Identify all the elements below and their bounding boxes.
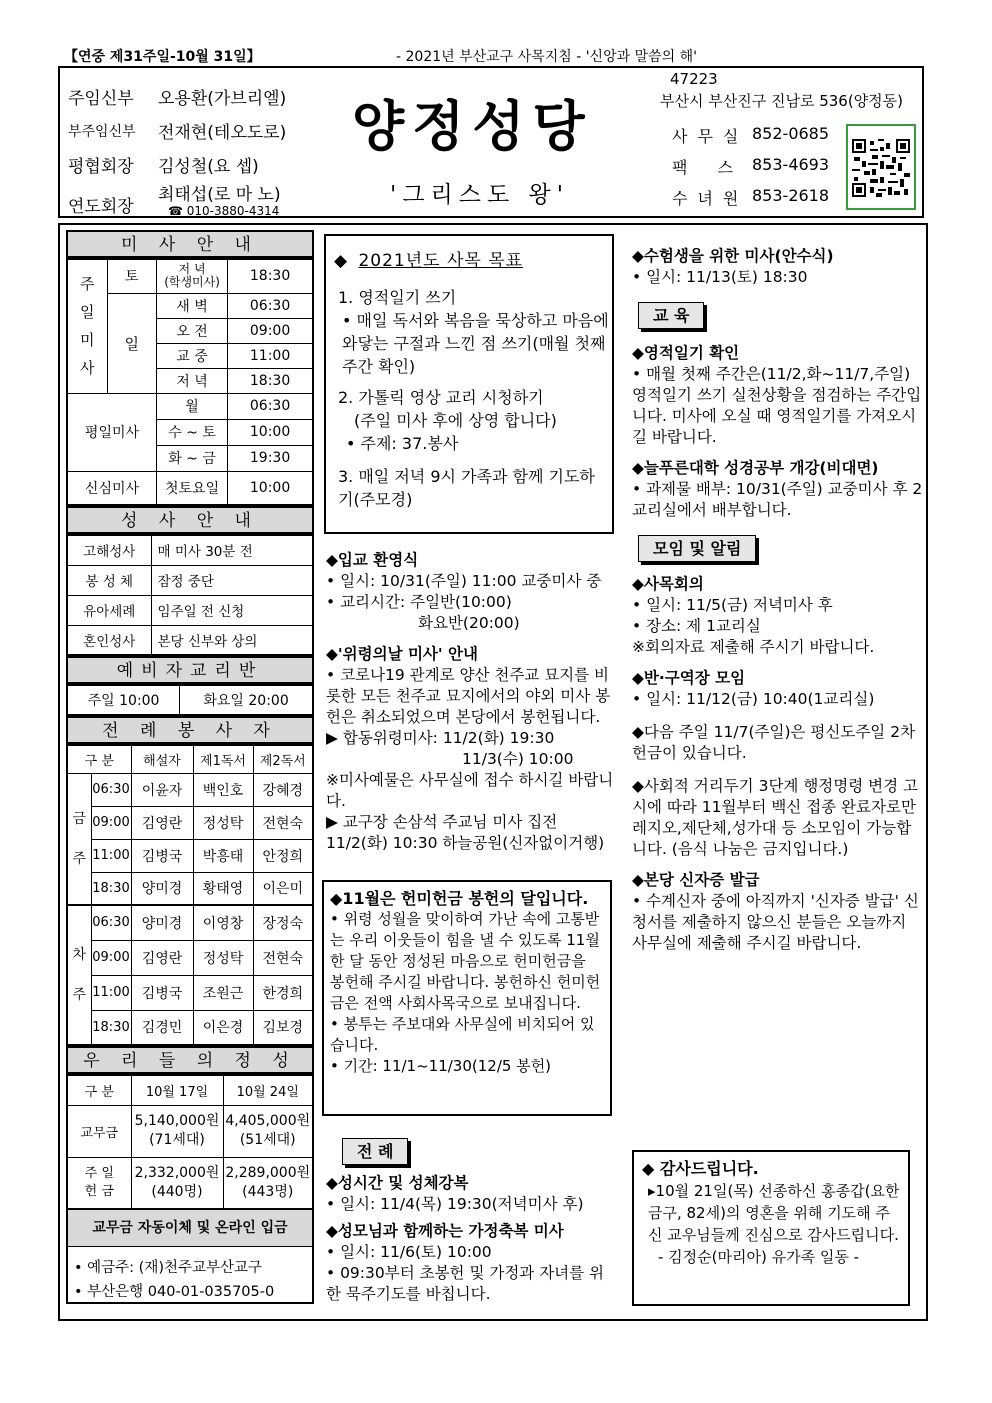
all-souls-line: ※미사예물은 사무실에 접수 하시길 바랍니다. (326, 771, 614, 810)
weekday-day: 화 ~ 금 (156, 445, 227, 471)
zone-meeting-title: ◆반·구역장 모임 (632, 669, 746, 687)
staff-name: 전재현(테오도로) (158, 123, 287, 143)
feast-title: '그리스도 왕' (390, 182, 570, 208)
council-line: ※회의자료 제출해 주시기 바랍니다. (632, 638, 875, 656)
sunday-label: 일 (107, 293, 156, 393)
minister-name: 전현숙 (253, 806, 313, 839)
minister-name: 안정희 (253, 839, 313, 872)
staff-row (68, 112, 318, 146)
minister-name: 정성탁 (193, 806, 253, 839)
staff-role: 평협회장 (68, 157, 134, 177)
sacrament-info: 매 미사 30분 전 (151, 535, 313, 565)
exam-mass-title: ◆수험생을 위한 미사(안수식) (632, 247, 834, 265)
offering-type: 교무금 (67, 1105, 131, 1157)
right-column (632, 246, 924, 954)
left-column (66, 230, 314, 1304)
pastoral-goals-box (324, 234, 614, 534)
column-header: 구 분 (67, 1075, 131, 1105)
this-week-label: 금 주 (67, 773, 91, 905)
offering-amount: 2,332,000원 (440명) (131, 1157, 223, 1209)
goal-desc: (주일 미사 후에 상영 합니다) (354, 411, 557, 430)
offering-amount: 2,289,000원 (443명) (223, 1157, 313, 1209)
sacrament-info: 본당 신부와 상의 (151, 625, 313, 655)
council-line: • 일시: 11/5(금) 저녁미사 후 (632, 596, 833, 614)
catechumen-table (66, 684, 314, 716)
contact-label: 수녀원 (672, 189, 749, 208)
column-header: 10월 17일 (131, 1075, 223, 1105)
mass-schedule-table (66, 258, 314, 506)
diamond-icon: ◆ (334, 251, 348, 271)
minister-name: 전현숙 (253, 940, 313, 975)
staff-list (68, 78, 318, 218)
sacraments-table (66, 534, 314, 656)
minister-name: 이영창 (193, 905, 253, 940)
zip-code: 47223 (670, 70, 718, 88)
contact-list (672, 120, 852, 213)
family-mass-line: • 09:30부터 초봉헌 및 가정과 자녀를 위한 묵주기도를 바칩니다. (326, 1264, 605, 1303)
mass-name: 저 녁 (156, 368, 227, 393)
id-card-title: ◆본당 신자증 발급 (632, 871, 760, 889)
column-header: 제1독서 (193, 745, 253, 773)
staff-phone: ☎ 010-3880-4314 (168, 204, 280, 218)
mass-time: 18:30 (228, 368, 313, 393)
exam-mass-line: • 일시: 11/13(토) 18:30 (632, 268, 808, 286)
charity-box (322, 880, 612, 1116)
minister-name: 백인호 (193, 773, 253, 806)
contact-label: 사무실 (672, 127, 749, 146)
sacrament-name: 고해성사 (67, 535, 151, 565)
mass-time: 19:30 (228, 445, 313, 471)
autopay-box (66, 1210, 314, 1304)
column-header: 구 분 (67, 745, 131, 773)
liturgy-section (326, 1138, 618, 1305)
mass-time: 06:30 (228, 393, 313, 419)
welcome-line: • 일시: 10/31(주일) 11:00 교중미사 중 (326, 572, 602, 590)
minister-name: 이윤자 (131, 773, 193, 806)
mass-name: 교 중 (156, 343, 227, 368)
goals-heading (334, 246, 523, 271)
minister-name: 김보경 (253, 1010, 313, 1045)
minister-name: 김경민 (131, 1010, 193, 1045)
sacrament-name: 혼인성사 (67, 625, 151, 655)
mass-time: 11:00 (228, 343, 313, 368)
notice-tag: 모임 및 알림 (638, 535, 756, 562)
charity-line: • 기간: 11/1~11/30(12/5 봉헌) (330, 1057, 552, 1075)
thanks-signature: - 김정순(마리아) 유가족 일동 - (658, 1248, 859, 1266)
adoration-line: • 일시: 11/4(목) 19:30(저녁미사 후) (326, 1195, 584, 1213)
saturday-label: 토 (107, 259, 156, 293)
charity-line: • 위령 성월을 맞이하여 가난 속에 고통받는 우리 이웃들이 힘을 낼 수 있도록 11월 한 달 동안 정성된 마음으로 헌미헌금을 봉헌해 주시길 바랍니다. 봉헌하신 헌미헌금은 전액 사회사목국으로 보내집니다. (330, 910, 601, 1012)
mass-time: 06:30 (228, 293, 313, 318)
council-title: ◆사목회의 (632, 575, 704, 593)
zone-meeting-line: • 일시: 11/12(금) 10:40(1교리실) (632, 690, 875, 708)
autopay-title: 교무금 자동이체 및 온라인 입금 (68, 1210, 312, 1247)
offering-type: 주 일 헌 금 (67, 1157, 131, 1209)
contact-row (672, 151, 852, 182)
catechumen-class: 화요일 20:00 (180, 685, 313, 715)
mass-time: 18:30 (91, 872, 131, 905)
account-holder: • 예금주: (재)천주교부산교구 (74, 1260, 263, 1276)
offering-title: 우 리 들 의 정 성 (66, 1046, 314, 1074)
id-card-line: • 수계신자 중에 아직까지 '신자증 발급' 신청서를 제출하지 않으신 분들은 오늘까지 사무실에 제출해 주시길 바랍니다. (632, 892, 919, 952)
staff-name: 최태섭(로 마 노) (158, 185, 281, 205)
ministers-title: 전 례 봉 사 자 (66, 716, 314, 744)
staff-role: 주임신부 (68, 89, 134, 109)
welcome-title: ◆입교 환영식 (326, 551, 419, 569)
mass-time: 09:00 (91, 806, 131, 839)
diocese-motto: - 2021년 부산교구 사목지침 - '신앙과 말씀의 해' (396, 49, 697, 65)
family-mass-title: ◆성모님과 함께하는 가정축복 미사 (326, 1222, 564, 1240)
issue-label: 【연중 제31주일-10월 31일】 (64, 49, 261, 65)
contact-number: 853-4693 (752, 155, 830, 174)
charity-line: • 봉투는 주보대와 사무실에 비치되어 있습니다. (330, 1015, 595, 1054)
mass-time: 11:00 (91, 839, 131, 872)
contact-row (672, 120, 852, 151)
thanks-title: ◆ 감사드립니다. (642, 1159, 759, 1178)
minister-name: 이은경 (193, 1010, 253, 1045)
top-line (0, 46, 992, 66)
goal-theme: • 주제: 37.봉사 (346, 434, 459, 453)
devotion-day: 첫토요일 (156, 471, 227, 505)
contact-number: 852-0685 (752, 124, 830, 143)
liturgy-tag: 전 례 (342, 1138, 408, 1165)
all-souls-line: • 코로나19 관계로 양산 천주교 묘지를 비롯한 모든 천주교 묘지에서의 야외 미사 봉헌은 취소되었으며 본당에서 봉헌됩니다. (326, 666, 611, 726)
staff-row (68, 146, 318, 180)
weekday-day: 수 ~ 토 (156, 419, 227, 445)
weekday-day: 월 (156, 393, 227, 419)
ministers-table (66, 744, 314, 1046)
diary-check-title: ◆영적일기 확인 (632, 344, 740, 362)
adoration-title: ◆성시간 및 성체강복 (326, 1174, 469, 1192)
offering-amount: 5,140,000원 (71세대) (131, 1105, 223, 1157)
bible-study-title: ◆늘푸른대학 성경공부 개강(비대면) (632, 459, 879, 477)
mass-time: 06:30 (91, 773, 131, 806)
family-mass-line: • 일시: 11/6(토) 10:00 (326, 1243, 492, 1261)
goal-item: 3. 매일 저녁 9시 가족과 함께 기도하기(주모경) (338, 467, 595, 509)
minister-name: 김병국 (131, 839, 193, 872)
staff-row (68, 78, 318, 112)
all-souls-line: ▶ 교구장 손삼석 주교님 미사 집전 11/2(화) 10:30 하늘공원(신자없이거행) (326, 813, 605, 852)
charity-title: ◆11월은 헌미헌금 봉헌의 달입니다. (330, 889, 589, 908)
mass-name: 새 벽 (156, 293, 227, 318)
offering-amount: 4,405,000원 (51세대) (223, 1105, 313, 1157)
contact-row (672, 182, 852, 213)
mass-time: 06:30 (91, 905, 131, 940)
bulletin-header (58, 66, 924, 218)
sunday-mass-label: 주 일 미 사 (67, 259, 107, 393)
thanks-line: ▸10월 21일(목) 선종하신 홍종갑(요한금구, 82세)의 영혼을 위해 기도해 주신 교우님들께 진심으로 감사드립니다. (648, 1182, 900, 1244)
mass-time: 18:30 (91, 1010, 131, 1045)
catechumen-class: 주일 10:00 (67, 685, 180, 715)
goals-title: 2021년도 사목 목표 (358, 251, 524, 271)
council-line: • 장소: 제 1교리실 (632, 617, 761, 635)
goal-item: 2. 가톨릭 영상 교리 시청하기 (338, 388, 544, 407)
minister-name: 이은미 (253, 872, 313, 905)
goals-body (338, 286, 610, 511)
middle-column (326, 550, 618, 854)
column-header: 해설자 (131, 745, 193, 773)
minister-name: 김영란 (131, 806, 193, 839)
goal-desc: • 매일 독서와 복음을 묵상하고 마음에 와닿는 구절과 느낀 점 쓰기(매월 첫째 주간 확인) (342, 311, 609, 376)
welcome-line: 화요반(20:00) (418, 614, 520, 632)
thanks-box (632, 1150, 910, 1306)
liturgy-tag-wrap (342, 1138, 618, 1165)
devotion-mass-label: 신심미사 (67, 471, 156, 505)
mass-name: 오 전 (156, 318, 227, 343)
notice-tag-wrap (638, 535, 924, 562)
sacrament-info: 잠정 중단 (151, 565, 313, 595)
minister-name: 정성탁 (193, 940, 253, 975)
sacraments-title: 성 사 안 내 (66, 506, 314, 534)
mass-time: 18:30 (228, 259, 313, 293)
education-tag-wrap (638, 302, 924, 329)
mass-time: 09:00 (228, 318, 313, 343)
minister-name: 김영란 (131, 940, 193, 975)
minister-name: 박흥태 (193, 839, 253, 872)
diary-check-line: • 매월 첫째 주간은(11/2,화~11/7,주일) 영적일기 쓰기 실천상황을 점검하는 주간입니다. 미사에 오실 때 영적일기를 가져오시길 바랍니다. (632, 365, 922, 446)
column-header: 10월 24일 (223, 1075, 313, 1105)
qr-code-icon[interactable] (846, 124, 916, 210)
all-souls-line: ▶ 합동위령미사: 11/2(화) 19:30 (326, 729, 555, 747)
all-souls-title: ◆'위령의날 미사' 안내 (326, 645, 478, 663)
bank-account: • 부산은행 040-01-035705-0 (74, 1284, 275, 1300)
column-header: 제2독서 (253, 745, 313, 773)
minister-name: 장정숙 (253, 905, 313, 940)
education-tag: 교 육 (638, 302, 704, 329)
minister-name: 강혜경 (253, 773, 313, 806)
next-sunday-notice: ◆다음 주일 11/7(주일)은 평신도주일 2차 헌금이 있습니다. (632, 723, 916, 762)
minister-name: 양미경 (131, 905, 193, 940)
distancing-notice: ◆사회적 거리두기 3단계 행정명령 변경 고시에 따라 11월부터 백신 접종 완료자로만 레지오,제단체,성가대 등 소모임이 가능합니다. (음식 나눔은 금지입니다.) (632, 777, 918, 858)
staff-row (68, 180, 318, 218)
minister-name: 한경희 (253, 975, 313, 1010)
mass-schedule-title: 미 사 안 내 (66, 230, 314, 258)
mass-time: 10:00 (228, 471, 313, 505)
mass-name: 저 녁 (학생미사) (156, 259, 227, 293)
bible-study-line: • 과제물 배부: 10/31(주일) 교중미사 후 2교리실에서 배부합니다. (632, 480, 923, 519)
street-address: 부산시 부산진구 진남로 536(양정동) (660, 92, 904, 110)
parish-name: 양정성당 (352, 94, 593, 158)
minister-name: 조원근 (193, 975, 253, 1010)
sacrament-name: 유아세례 (67, 595, 151, 625)
welcome-line: • 교리시간: 주일반(10:00) (326, 593, 512, 611)
next-week-label: 차 주 (67, 905, 91, 1045)
mass-time: 11:00 (91, 975, 131, 1010)
minister-name: 양미경 (131, 872, 193, 905)
minister-name: 김병국 (131, 975, 193, 1010)
contact-label: 팩스 (672, 158, 763, 177)
address-block (660, 70, 920, 111)
sacrament-info: 임주일 전 신청 (151, 595, 313, 625)
catechumen-title: 예비자교리반 (66, 656, 314, 684)
staff-role: 연도회장 (68, 197, 134, 217)
all-souls-line: 11/3(수) 10:00 (462, 750, 574, 768)
minister-name: 황태영 (193, 872, 253, 905)
mass-time: 09:00 (91, 940, 131, 975)
goal-item: 1. 영적일기 쓰기 (338, 288, 457, 307)
staff-role: 부주임신부 (68, 124, 136, 140)
weekday-mass-label: 평일미사 (67, 393, 156, 471)
staff-name: 오용환(가브리엘) (158, 89, 287, 109)
mass-time: 10:00 (228, 419, 313, 445)
contact-number: 853-2618 (752, 186, 830, 205)
staff-name: 김성철(요 셉) (158, 157, 259, 177)
sacrament-name: 봉 성 체 (67, 565, 151, 595)
offering-table (66, 1074, 314, 1210)
